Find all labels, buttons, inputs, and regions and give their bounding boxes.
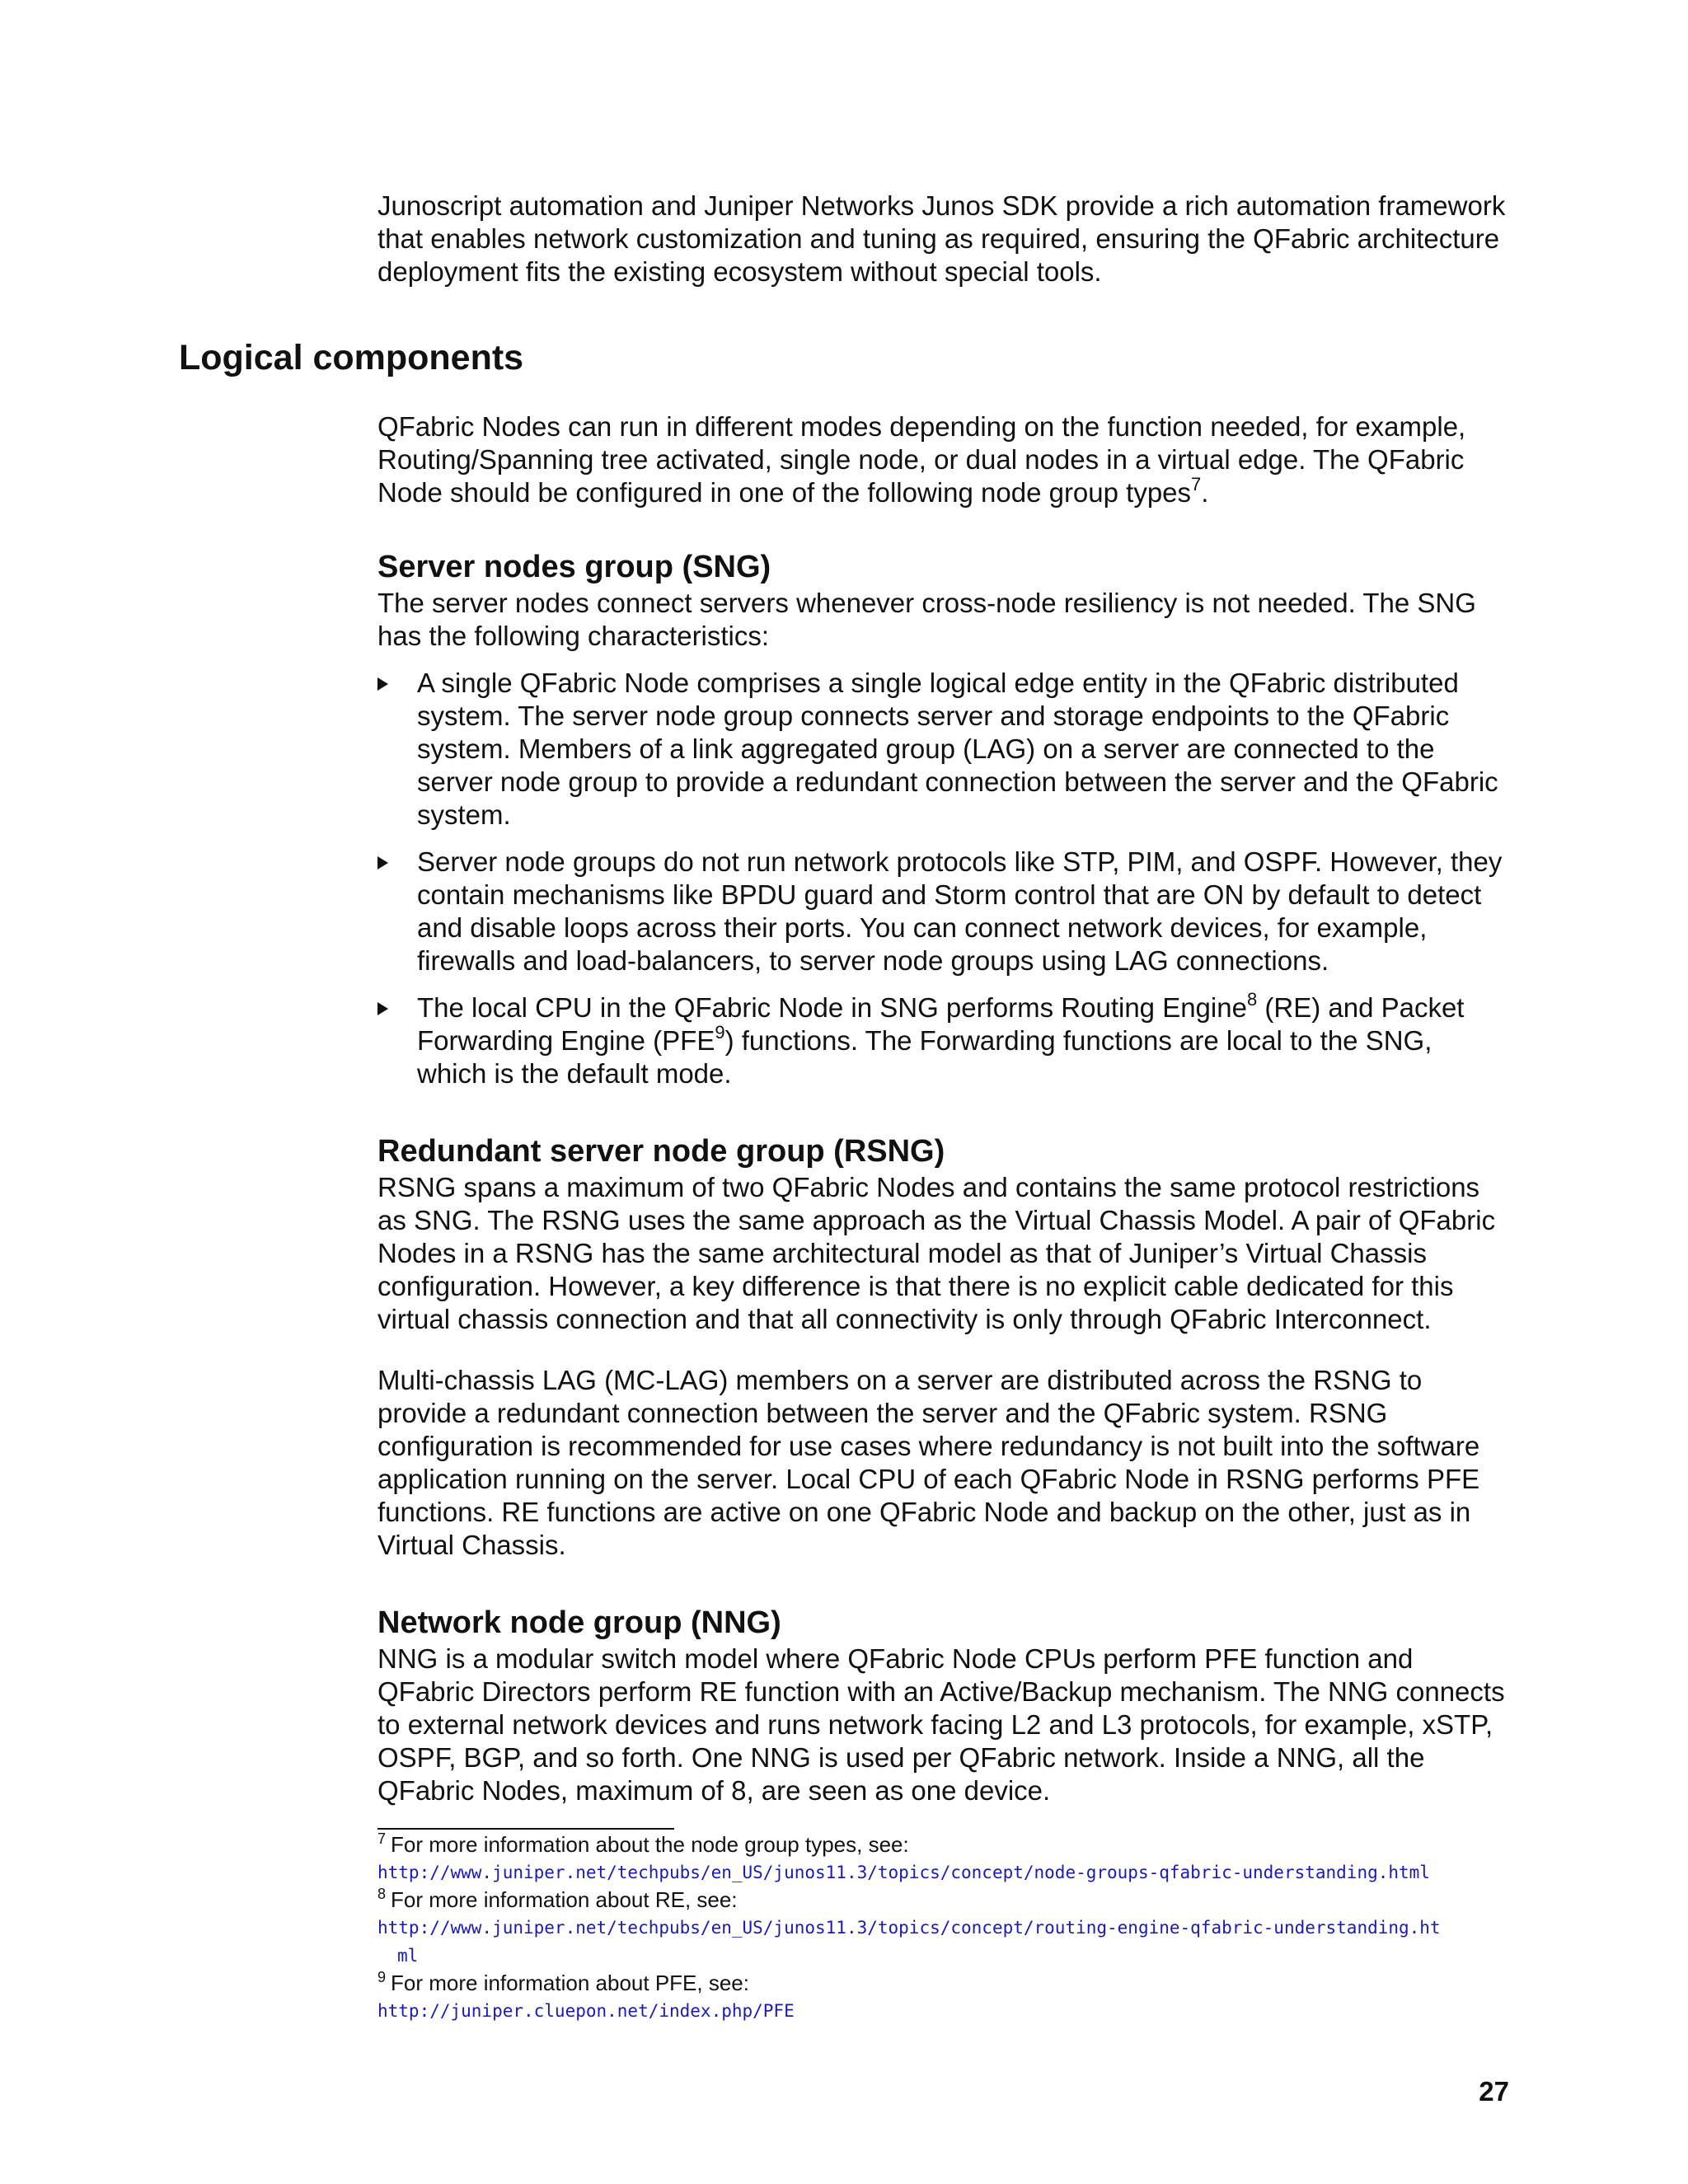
footnote-8-link-line-2[interactable]: ml <box>397 1946 419 1966</box>
footnote-ref-7[interactable]: 7 <box>1191 474 1202 494</box>
bullet-text: A single QFabric Node comprises a single logical edge entity in the QFabric distributed system. The server node group connects server and storage endpoints to the QFabric system. Members of a link aggregated group (LAG) on a server are connected to the server node group to provide a redundant connection between the server and the QFabric system. <box>417 668 1498 830</box>
nng-section <box>377 1604 1507 1807</box>
sng-intro: The server nodes connect servers whenever cross-node resiliency is not needed. The SNG has the following characteristics: <box>377 588 1476 651</box>
list-item <box>377 846 1507 977</box>
bullet-triangle-icon <box>377 856 388 869</box>
bullet-text: ) functions. The Forwarding functions are local to the SNG, which is the default mode. <box>417 1025 1432 1089</box>
footnote-text: For more information about RE, see: <box>391 1887 738 1912</box>
footnote-number: 8 <box>377 1886 387 1902</box>
logical-components-text: QFabric Nodes can run in different modes depending on the function needed, for example, Routing/Spanning tree activated, single node, or dual nodes in a virtual edge. The QFabric Node should be configured in one of the following node group types <box>377 411 1466 508</box>
logical-components-paragraph <box>377 410 1507 509</box>
rsng-paragraph-1: RSNG spans a maximum of two QFabric Nodes and contains the same protocol restrictions as SNG. The RSNG uses the same approach as the Virtual Chassis Model. A pair of QFabric Nodes in a RSNG has the same architectural model as that of Juniper’s Virtual Chassis configuration. However, a key difference is that there is no explicit cable dedicated for this virtual chassis connection and that all connectivity is only through QFabric Interconnect. <box>377 1172 1496 1334</box>
footnote-ref-9[interactable]: 9 <box>715 1022 725 1043</box>
footnote-8-link-line-1[interactable]: http://www.juniper.net/techpubs/en_US/junos11.3/topics/concept/routing-engine-qfabric-understanding.ht <box>377 1918 1441 1938</box>
sng-heading: Server nodes group (SNG) <box>377 550 771 584</box>
intro-paragraph: Junoscript automation and Juniper Networks Junos SDK provide a rich automation framework that enables network customization and tuning as required, ensuring the QFabric architecture deployment fits the existing ecosystem without special tools. <box>377 190 1506 287</box>
sentence-end: . <box>1201 477 1209 508</box>
section-title-logical-components: Logical components <box>179 338 524 377</box>
nng-paragraph: NNG is a modular switch model where QFabric Node CPUs perform PFE function and QFabric Directors perform RE function with an Active/Backup mechanism. The NNG connects to external network devices and runs network facing L2 and L3 protocols, for example, xSTP, OSPF, BGP, and so forth. One NNG is used per QFabric network. Inside a NNG, all the QFabric Nodes, maximum of 8, are seen as one device. <box>377 1643 1505 1806</box>
rsng-paragraph-2: Multi-chassis LAG (MC-LAG) members on a server are distributed across the RSNG to provide a redundant connection between the server and the QFabric system. RSNG configuration is recommended for use cases where redundancy is not built into the software application running on the server. Local CPU of each QFabric Node in RSNG performs PFE functions. RE functions are active on one QFabric Node and backup on the other, just as in Virtual Chassis. <box>377 1365 1480 1560</box>
bullet-text: The local CPU in the QFabric Node in SNG performs Routing Engine <box>417 992 1247 1023</box>
footnote-9 <box>377 1970 1515 1997</box>
footnote-text: For more information about the node group types, see: <box>391 1832 909 1857</box>
footnote-7 <box>377 1831 1515 1858</box>
page-number: 27 <box>1479 2076 1509 2107</box>
footnote-divider <box>377 1828 674 1830</box>
rsng-heading: Redundant server node group (RSNG) <box>377 1134 945 1169</box>
list-item <box>377 991 1507 1090</box>
footnotes <box>377 1831 1515 2025</box>
footnote-ref-8[interactable]: 8 <box>1246 989 1258 1010</box>
footnote-text: For more information about PFE, see: <box>391 1971 749 1995</box>
intro-section <box>377 190 1507 288</box>
footnote-8-link[interactable] <box>377 1914 1515 1970</box>
bullet-triangle-icon <box>377 1002 388 1015</box>
nng-heading: Network node group (NNG) <box>377 1605 781 1640</box>
bullet-text: Server node groups do not run network protocols like STP, PIM, and OSPF. However, they contain mechanisms like BPDU guard and Storm control that are ON by default to detect and disable loops across their ports. You can connect network devices, for example, firewalls and load-balancers, to server node groups using LAG connections. <box>417 846 1503 976</box>
footnote-9-link[interactable]: http://juniper.cluepon.net/index.php/PFE <box>377 2001 795 2021</box>
bullet-triangle-icon <box>377 677 388 691</box>
rsng-section <box>377 1132 1507 1562</box>
footnote-number: 7 <box>377 1830 387 1847</box>
sng-section <box>377 548 1507 1104</box>
sng-bullet-list <box>377 667 1507 1090</box>
footnote-7-link[interactable]: http://www.juniper.net/techpubs/en_US/junos11.3/topics/concept/node-groups-qfabric-understanding.html <box>377 1863 1430 1882</box>
list-item <box>377 667 1507 832</box>
footnote-number: 9 <box>377 1969 387 1985</box>
bullet-text: (RE) and Packet Forwarding Engine (PFE <box>417 992 1465 1056</box>
logical-components-intro <box>377 410 1507 509</box>
footnote-8 <box>377 1886 1515 1914</box>
